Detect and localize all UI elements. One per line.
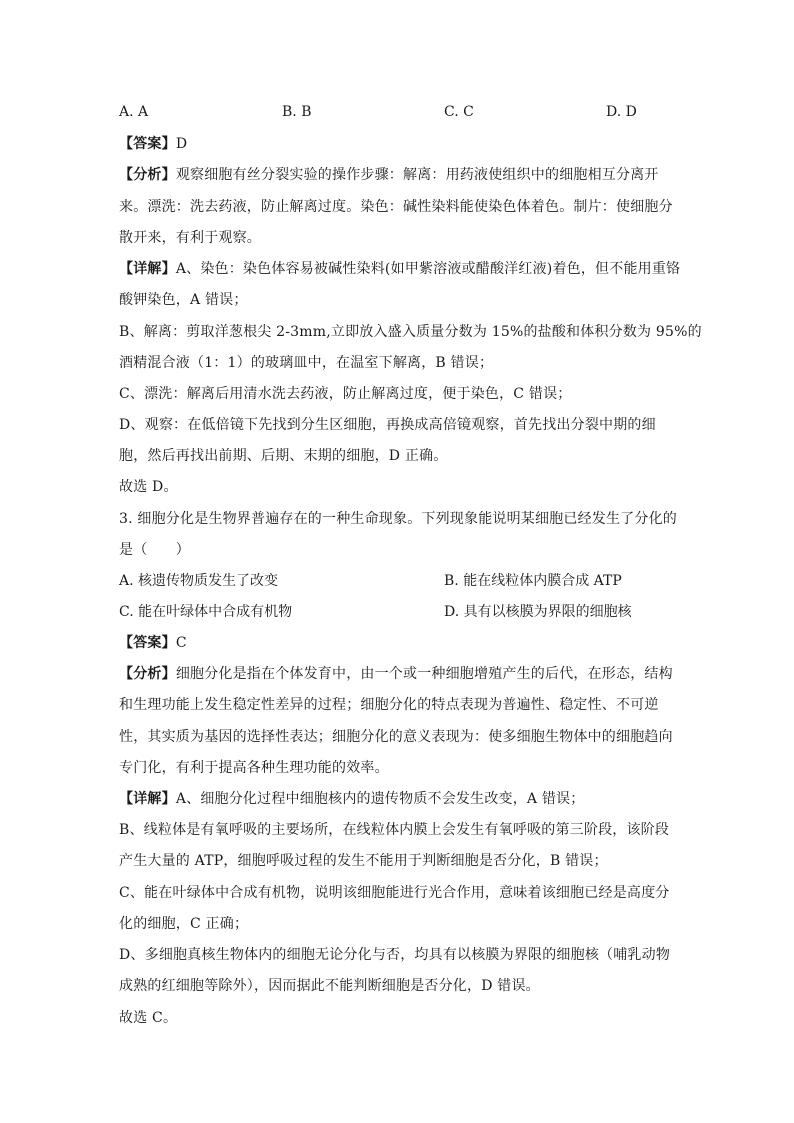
prev-option-a: A. A bbox=[119, 104, 149, 120]
q3-detail-line-5: 化的细胞，C 正确； bbox=[119, 916, 249, 932]
q2-answer: D bbox=[175, 136, 188, 152]
q3-analysis-line-2: 和生理功能上发生稳定性差异的过程；细胞分化的特点表现为普遍性、稳定性、不可逆 bbox=[119, 697, 659, 713]
q2-answer-tag: 【答案】 bbox=[119, 136, 176, 152]
q2-detail-line-1 bbox=[119, 259, 680, 279]
q2-analysis-line-3: 散开来，有利于观察。 bbox=[119, 230, 261, 246]
prev-option-b: B. B bbox=[282, 104, 312, 120]
q2-analysis-line-1 bbox=[119, 165, 659, 185]
q3-conclusion: 故选 C。 bbox=[119, 1010, 178, 1026]
q3-stem-line-1: 3. 细胞分化是生物界普遍存在的一种生命现象。下列现象能说明某细胞已经发生了分化的 bbox=[119, 511, 678, 527]
q2-analysis-tag: 【分析】 bbox=[119, 167, 176, 183]
q3-detail-line-4: C、能在叶绿体中合成有机物，说明该细胞能进行光合作用，意味着该细胞已经是高度分 bbox=[119, 885, 670, 901]
q3-analysis-tag: 【分析】 bbox=[119, 666, 176, 682]
q2-detail-line-6: D、观察：在低倍镜下先找到分生区细胞，再换成高倍镜观察，首先找出分裂中期的细 bbox=[119, 417, 656, 433]
q2-answer-line bbox=[119, 134, 187, 154]
q2-analysis-line-2: 来。漂洗：洗去药液，防止解离过度。染色：碱性染料能使染色体着色。制片：使细胞分 bbox=[119, 199, 673, 215]
q3-answer-tag: 【答案】 bbox=[119, 635, 176, 651]
q3-analysis-line-1 bbox=[119, 664, 673, 684]
q3-answer-line bbox=[119, 633, 187, 653]
q2-conclusion: 故选 D。 bbox=[119, 479, 178, 495]
q3-answer: C bbox=[175, 635, 187, 651]
q3-option-c: C. 能在叶绿体中合成有机物 bbox=[119, 604, 293, 620]
q3-detail-text-1: A、细胞分化过程中细胞核内的遗传物质不会发生改变，A 错误； bbox=[175, 791, 585, 807]
q3-detail-line-2: B、线粒体是有氧呼吸的主要场所，在线粒体内膜上会发生有氧呼吸的第三阶段，该阶段 bbox=[119, 822, 670, 838]
q2-detail-line-7: 胞，然后再找出前期、后期、末期的细胞，D 正确。 bbox=[119, 448, 448, 464]
q2-detail-line-5: C、漂洗：解离后用清水洗去药液，防止解离过度，便于染色，C 错误； bbox=[119, 386, 572, 402]
q2-detail-line-2: 酸钾染色，A 错误； bbox=[119, 292, 248, 308]
q2-detail-tag: 【详解】 bbox=[119, 261, 176, 277]
q3-option-b: B. 能在线粒体内膜合成 ATP bbox=[444, 573, 622, 589]
q2-detail-line-4: 酒精混合液（1：1）的玻璃皿中，在温室下解离，B 错误； bbox=[119, 355, 494, 371]
prev-option-d: D. D bbox=[606, 104, 637, 120]
q2-detail-line-3: B、解离：剪取洋葱根尖 2-3mm,立即放入盛入质量分数为 15%的盐酸和体积分数为 95%的 bbox=[119, 324, 702, 340]
q3-option-a: A. 核遗传物质发生了改变 bbox=[119, 573, 279, 589]
q3-detail-line-7: 成熟的红细胞等除外），因而据此不能判断细胞是否分化，D 错误。 bbox=[119, 978, 540, 994]
q3-detail-line-3: 产生大量的 ATP，细胞呼吸过程的发生不能用于判断细胞是否分化，B 错误； bbox=[119, 853, 608, 869]
prev-option-c: C. C bbox=[444, 104, 474, 120]
q3-stem-line-2: 是（ ） bbox=[119, 542, 190, 558]
q3-analysis-text-1: 细胞分化是指在个体发育中，由一个或一种细胞增殖产生的后代，在形态，结构 bbox=[175, 666, 673, 682]
q2-analysis-text-1: 观察细胞有丝分裂实验的操作步骤：解离：用药液使组织中的细胞相互分离开 bbox=[175, 167, 659, 183]
q3-detail-line-1 bbox=[119, 789, 584, 809]
q2-detail-text-1: A、染色：染色体容易被碱性染料(如甲紫溶液或醋酸洋红液)着色，但不能用重铬 bbox=[175, 261, 681, 277]
q3-analysis-line-4: 专门化，有利于提高各种生理功能的效率。 bbox=[119, 760, 389, 776]
q3-analysis-line-3: 性，其实质为基因的选择性表达；细胞分化的意义表现为：使多细胞生物体中的细胞趋向 bbox=[119, 729, 673, 745]
q3-option-d: D. 具有以核膜为界限的细胞核 bbox=[444, 604, 632, 620]
q3-detail-tag: 【详解】 bbox=[119, 791, 176, 807]
q3-detail-line-6: D、多细胞真核生物体内的细胞无论分化与否，均具有以核膜为界限的细胞核（哺乳动物 bbox=[119, 947, 671, 963]
